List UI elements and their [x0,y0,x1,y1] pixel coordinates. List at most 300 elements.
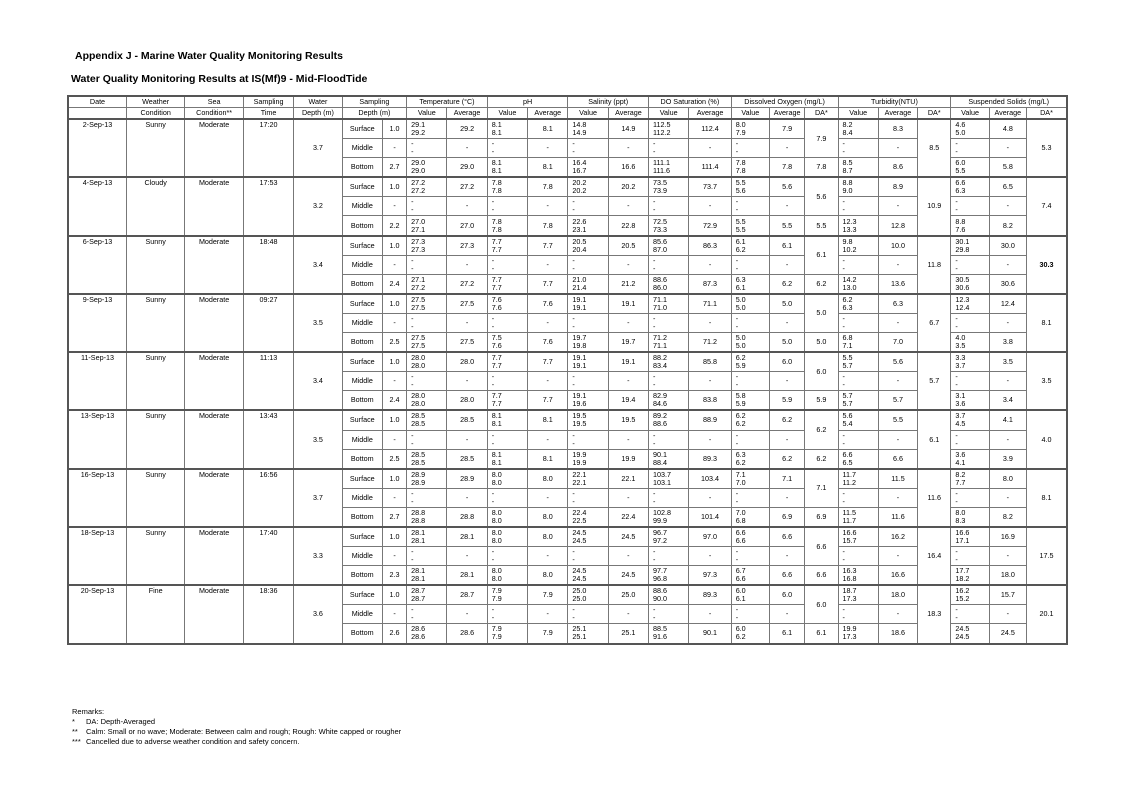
do-saturation-values-2: 87.0 [653,244,668,254]
do-saturation-average: 71.2 [689,333,731,353]
turbidity-values-1: 16.6 [842,528,857,538]
suspended-solids-average: 8.2 [989,507,1026,527]
dissolved-oxygen-values [731,352,769,372]
do-saturation-values [649,372,689,391]
dissolved-oxygen-values-1: - [735,139,739,149]
temperature-values-1: 27.2 [411,178,426,188]
dissolved-oxygen-values-2: 6.1 [735,594,746,604]
header-cell: DA* [918,108,951,120]
suspended-solids-values-1: 8.0 [955,507,966,517]
header-cell: DA* [1026,108,1067,120]
suspended-solids-values-1: - [955,605,958,615]
ph-values [487,507,527,527]
ph-average: 7.7 [528,274,568,294]
temperature-average: 28.0 [447,352,487,372]
ph-values-2: 8.1 [491,419,502,429]
dissolved-oxygen-bottom: 6.6 [805,566,838,586]
temperature-values-1: - [411,430,414,440]
do-saturation-values [649,547,689,566]
do-saturation-values [649,352,689,372]
sampling-level-cell: Middle [342,139,382,158]
sampling-depth-cell: 1.0 [382,352,406,372]
temperature-values [407,605,447,624]
suspended-solids-average: 24.5 [989,624,1026,644]
dissolved-oxygen-values-1: 7.0 [735,507,746,517]
header-cell: Water [294,96,342,108]
sea-condition-cell: Moderate [185,236,243,294]
ph-values-2: 7.7 [491,399,502,409]
suspended-solids-values-1: 8.8 [955,216,966,226]
salinity-values [568,430,608,449]
salinity-values [568,507,608,527]
header-cell: Depth (m) [294,108,342,120]
turbidity-values-1: 9.8 [842,236,853,246]
turbidity-average: 6.3 [878,294,917,314]
do-saturation-average: 88.9 [689,410,731,430]
date-cell: 6-Sep-13 [68,236,126,294]
sea-condition-cell: Moderate [185,527,243,585]
suspended-solids-values-1: - [955,372,958,382]
dissolved-oxygen-values-1: 6.3 [735,449,746,459]
turbidity-values [838,527,878,547]
salinity-values-2: - [572,321,575,331]
header-cell: Turbidity(NTU) [838,96,951,108]
turbidity-da: 16.4 [918,527,951,585]
turbidity-values-1: - [842,139,845,149]
salinity-average: 25.0 [608,585,648,605]
salinity-values-1: 25.0 [572,586,587,596]
dissolved-oxygen-values [731,585,769,605]
ph-average: 8.0 [528,507,568,527]
header-cell: Average [878,108,917,120]
ph-average: 7.7 [528,391,568,411]
sampling-time-cell: 11:13 [243,352,293,410]
turbidity-average: - [878,430,917,449]
turbidity-values [838,352,878,372]
temperature-values [407,430,447,449]
dissolved-oxygen-da: 5.6 [805,177,838,216]
do-saturation-values [649,624,689,644]
suspended-solids-values-1: 6.0 [955,158,966,168]
temperature-values-1: - [411,547,414,557]
turbidity-values-2: 13.3 [842,224,857,234]
salinity-values-1: 22.1 [572,469,587,479]
sampling-depth-cell: 2.7 [382,158,406,178]
turbidity-values [838,333,878,353]
salinity-values-2: 20.2 [572,186,587,196]
ph-values-2: 7.7 [491,244,502,254]
temperature-average: - [447,372,487,391]
suspended-solids-values-1: 4.6 [955,120,966,130]
remark-item [72,727,401,737]
do-saturation-values-2: 90.0 [653,594,668,604]
turbidity-values [838,410,878,430]
header-cell: Value [487,108,527,120]
ph-values [487,236,527,256]
do-saturation-values [649,119,689,139]
dissolved-oxygen-values [731,605,769,624]
salinity-values [568,333,608,353]
temperature-values-2: - [411,496,414,506]
suspended-solids-values-1: 16.2 [955,586,970,596]
dissolved-oxygen-values [731,236,769,256]
ph-values-2: - [491,496,495,506]
weather-cell: Sunny [126,236,184,294]
appendix-heading: Appendix J - Marine Water Quality Monitoring Results [75,50,343,62]
suspended-solids-average: - [989,372,1026,391]
sampling-time-cell: 18:48 [243,236,293,294]
dissolved-oxygen-values-1: 7.8 [735,158,746,168]
sampling-depth-cell: 1.0 [382,585,406,605]
temperature-average: - [447,197,487,216]
salinity-average: - [608,139,648,158]
salinity-values [568,294,608,314]
temperature-values-2: 27.1 [411,224,426,234]
water-depth-cell: 3.6 [294,585,342,643]
suspended-solids-values-1: 24.5 [955,624,970,634]
dissolved-oxygen-average: 5.9 [769,391,804,411]
temperature-values [407,313,447,332]
temperature-values [407,352,447,372]
dissolved-oxygen-average: 6.9 [769,507,804,527]
turbidity-values [838,507,878,527]
ph-values-2: 8.0 [491,515,502,525]
ph-average: - [528,605,568,624]
ph-values-2: - [491,380,495,390]
header-cell: Value [951,108,989,120]
sampling-depth-cell: - [382,430,406,449]
suspended-solids-values-2: 15.2 [955,594,970,604]
salinity-average: 16.6 [608,158,648,178]
suspended-solids-values-1: - [955,255,958,265]
dissolved-oxygen-values [731,527,769,547]
turbidity-values-1: - [842,372,845,382]
dissolved-oxygen-values-1: - [735,605,739,615]
suspended-solids-values [951,177,989,197]
ph-values-1: 7.6 [491,294,502,304]
ph-values-2: - [491,321,495,331]
do-saturation-average: 89.3 [689,585,731,605]
temperature-values-1: 27.5 [411,333,426,343]
dissolved-oxygen-bottom: 5.0 [805,333,838,353]
weather-cell: Sunny [126,527,184,585]
suspended-solids-da: 30.3 [1026,236,1067,294]
temperature-average: 28.5 [447,410,487,430]
dissolved-oxygen-average: - [769,488,804,507]
header-cell: Average [769,108,804,120]
suspended-solids-values-1: 30.1 [955,236,970,246]
ph-values-2: 7.6 [491,341,502,351]
ph-values-2: 7.9 [491,632,502,642]
temperature-values [407,236,447,256]
header-cell: Salinity (ppt) [568,96,649,108]
turbidity-average: 13.6 [878,274,917,294]
turbidity-values-2: 5.7 [842,361,853,371]
suspended-solids-values-2: - [955,438,958,448]
sea-condition-cell: Moderate [185,352,243,410]
sampling-level-cell: Middle [342,197,382,216]
dissolved-oxygen-values [731,294,769,314]
ph-values-2: 7.6 [491,302,502,312]
do-saturation-average: 103.4 [689,469,731,489]
dissolved-oxygen-values-2: 5.5 [735,224,746,234]
turbidity-average: 5.7 [878,391,917,411]
salinity-values [568,624,608,644]
ph-values-1: 7.7 [491,236,502,246]
do-saturation-values-2: 96.8 [653,574,668,584]
ph-values [487,469,527,489]
temperature-values [407,449,447,469]
ph-average: 8.1 [528,449,568,469]
temperature-average: 28.0 [447,391,487,411]
ph-values-1: 7.7 [491,353,502,363]
date-cell: 9-Sep-13 [68,294,126,352]
suspended-solids-values [951,488,989,507]
water-depth-cell: 3.4 [294,352,342,410]
salinity-values [568,352,608,372]
turbidity-average: 7.0 [878,333,917,353]
header-cell: Depth (m) [342,108,407,120]
turbidity-da: 6.1 [918,410,951,468]
sampling-depth-cell: - [382,255,406,274]
temperature-values [407,507,447,527]
remark-marker: *** [72,737,81,746]
do-saturation-values [649,605,689,624]
dissolved-oxygen-average: - [769,139,804,158]
turbidity-values-2: - [842,555,845,565]
salinity-average: 19.4 [608,391,648,411]
do-saturation-values-1: 73.5 [653,178,668,188]
do-saturation-values-2: 97.2 [653,536,668,546]
ph-values [487,449,527,469]
dissolved-oxygen-average: - [769,372,804,391]
do-saturation-values-2: 112.2 [653,128,671,138]
turbidity-da: 8.5 [918,119,951,177]
temperature-values-1: - [411,255,414,265]
do-saturation-values-1: 89.2 [653,411,668,421]
temperature-values-1: 29.1 [411,120,426,130]
salinity-values-2: - [572,438,575,448]
table-title: Water Quality Monitoring Results at IS(Mf)9 - Mid-FloodTide [71,73,368,85]
do-saturation-values-2: 71.0 [653,302,668,312]
header-cell: Date [68,96,126,108]
do-saturation-average: - [689,547,731,566]
turbidity-values [838,547,878,566]
do-saturation-values [649,216,689,236]
temperature-values [407,527,447,547]
ph-values [487,352,527,372]
temperature-average: - [447,547,487,566]
sampling-level-cell: Bottom [342,449,382,469]
salinity-values [568,585,608,605]
dissolved-oxygen-da: 6.0 [805,585,838,624]
do-saturation-average: - [689,488,731,507]
temperature-average: 27.0 [447,216,487,236]
suspended-solids-average: 4.1 [989,410,1026,430]
table-row [68,585,1067,605]
do-saturation-values-1: 111.1 [653,158,670,168]
salinity-values-2: 21.4 [572,282,587,292]
temperature-average: 27.2 [447,177,487,197]
temperature-values [407,158,447,178]
dissolved-oxygen-average: - [769,605,804,624]
salinity-values-1: 19.7 [572,333,587,343]
sampling-level-cell: Middle [342,605,382,624]
do-saturation-values-2: 73.9 [653,186,668,196]
ph-values-1: 8.0 [491,566,502,576]
suspended-solids-values-2: 29.8 [955,244,970,254]
turbidity-average: 11.6 [878,507,917,527]
ph-values-1: 7.9 [491,586,502,596]
dissolved-oxygen-average: - [769,430,804,449]
salinity-values [568,527,608,547]
suspended-solids-values-2: 5.5 [955,166,966,176]
temperature-values [407,197,447,216]
suspended-solids-da: 8.1 [1026,469,1067,527]
dissolved-oxygen-values-2: - [735,205,739,215]
salinity-values-1: 19.5 [572,411,587,421]
sampling-time-cell: 17:20 [243,119,293,177]
do-saturation-values-1: 103.7 [653,469,672,479]
dissolved-oxygen-values [731,488,769,507]
dissolved-oxygen-values-2: 6.8 [735,515,746,525]
turbidity-values-1: 19.9 [842,624,857,634]
sampling-depth-cell: 1.0 [382,410,406,430]
sampling-level-cell: Bottom [342,624,382,644]
ph-values-1: 7.9 [491,624,502,634]
do-saturation-average: - [689,255,731,274]
suspended-solids-values-1: - [955,197,958,207]
sampling-depth-cell: 2.2 [382,216,406,236]
suspended-solids-values-2: 8.3 [955,515,966,525]
do-saturation-values-2: - [653,147,656,157]
suspended-solids-values [951,197,989,216]
ph-values-1: 8.0 [491,469,502,479]
suspended-solids-values-2: 18.2 [955,574,970,584]
do-saturation-values [649,274,689,294]
sampling-level-cell: Bottom [342,274,382,294]
ph-values-1: - [491,372,495,382]
turbidity-values-1: 6.2 [842,294,853,304]
salinity-values-2: - [572,147,575,157]
temperature-values-2: 27.5 [411,302,426,312]
salinity-values-2: 19.5 [572,419,587,429]
do-saturation-values-1: - [653,255,656,265]
date-cell: 13-Sep-13 [68,410,126,468]
suspended-solids-values [951,566,989,586]
temperature-values-2: 28.5 [411,457,426,467]
ph-values [487,216,527,236]
suspended-solids-da: 3.5 [1026,352,1067,410]
suspended-solids-values [951,527,989,547]
temperature-values-2: 29.2 [411,128,426,138]
turbidity-average: 8.6 [878,158,917,178]
sea-condition-cell: Moderate [185,177,243,235]
temperature-average: - [447,605,487,624]
salinity-values-1: 22.4 [572,507,587,517]
temperature-average: 27.5 [447,294,487,314]
suspended-solids-average: 18.0 [989,566,1026,586]
salinity-values-2: 19.9 [572,457,587,467]
turbidity-values-1: 18.7 [842,586,857,596]
temperature-values [407,139,447,158]
dissolved-oxygen-values-1: 5.5 [735,178,746,188]
sampling-level-cell: Middle [342,313,382,332]
do-saturation-average: - [689,605,731,624]
suspended-solids-values [951,410,989,430]
temperature-values-1: 28.6 [411,624,426,634]
dissolved-oxygen-average: - [769,547,804,566]
suspended-solids-average: 3.4 [989,391,1026,411]
do-saturation-average: 87.3 [689,274,731,294]
salinity-values [568,391,608,411]
temperature-average: - [447,139,487,158]
salinity-values [568,469,608,489]
sampling-depth-cell: 1.0 [382,177,406,197]
sampling-level-cell: Bottom [342,566,382,586]
ph-values-1: 7.7 [491,391,502,401]
temperature-values-2: 28.7 [411,594,426,604]
salinity-values-2: 19.1 [572,361,587,371]
ph-average: 7.9 [528,585,568,605]
water-depth-cell: 3.5 [294,294,342,352]
salinity-average: 22.4 [608,507,648,527]
temperature-values-1: - [411,605,414,615]
suspended-solids-values-2: - [955,263,958,273]
suspended-solids-values-2: 4.1 [955,457,966,467]
ph-values-2: 7.8 [491,186,502,196]
dissolved-oxygen-average: 6.6 [769,527,804,547]
suspended-solids-values [951,313,989,332]
salinity-average: - [608,430,648,449]
suspended-solids-values-2: - [955,613,958,623]
water-depth-cell: 3.7 [294,469,342,527]
turbidity-values [838,139,878,158]
do-saturation-values-1: - [653,605,656,615]
salinity-average: 21.2 [608,274,648,294]
turbidity-values-1: 5.5 [842,353,853,363]
temperature-values-2: - [411,380,414,390]
do-saturation-values-1: 85.6 [653,236,668,246]
turbidity-average: - [878,605,917,624]
turbidity-values-2: 11.2 [842,477,856,487]
salinity-values-1: - [572,488,575,498]
salinity-values-2: - [572,263,575,273]
sampling-time-cell: 09:27 [243,294,293,352]
ph-values [487,158,527,178]
temperature-average: - [447,430,487,449]
ph-values-1: 8.0 [491,507,502,517]
remark-item [72,717,401,727]
ph-average: - [528,430,568,449]
dissolved-oxygen-average: 7.8 [769,158,804,178]
turbidity-average: - [878,372,917,391]
suspended-solids-average: 3.8 [989,333,1026,353]
dissolved-oxygen-values-2: - [735,147,739,157]
ph-values-1: - [491,488,495,498]
suspended-solids-values-1: 3.6 [955,449,966,459]
turbidity-values-1: 11.5 [842,507,856,517]
turbidity-average: 6.6 [878,449,917,469]
table-row [68,410,1067,430]
sampling-level-cell: Bottom [342,333,382,353]
suspended-solids-values-2: 12.4 [955,302,970,312]
temperature-values-1: 28.9 [411,469,426,479]
suspended-solids-values [951,352,989,372]
suspended-solids-values-1: - [955,139,958,149]
turbidity-values [838,177,878,197]
turbidity-values [838,624,878,644]
